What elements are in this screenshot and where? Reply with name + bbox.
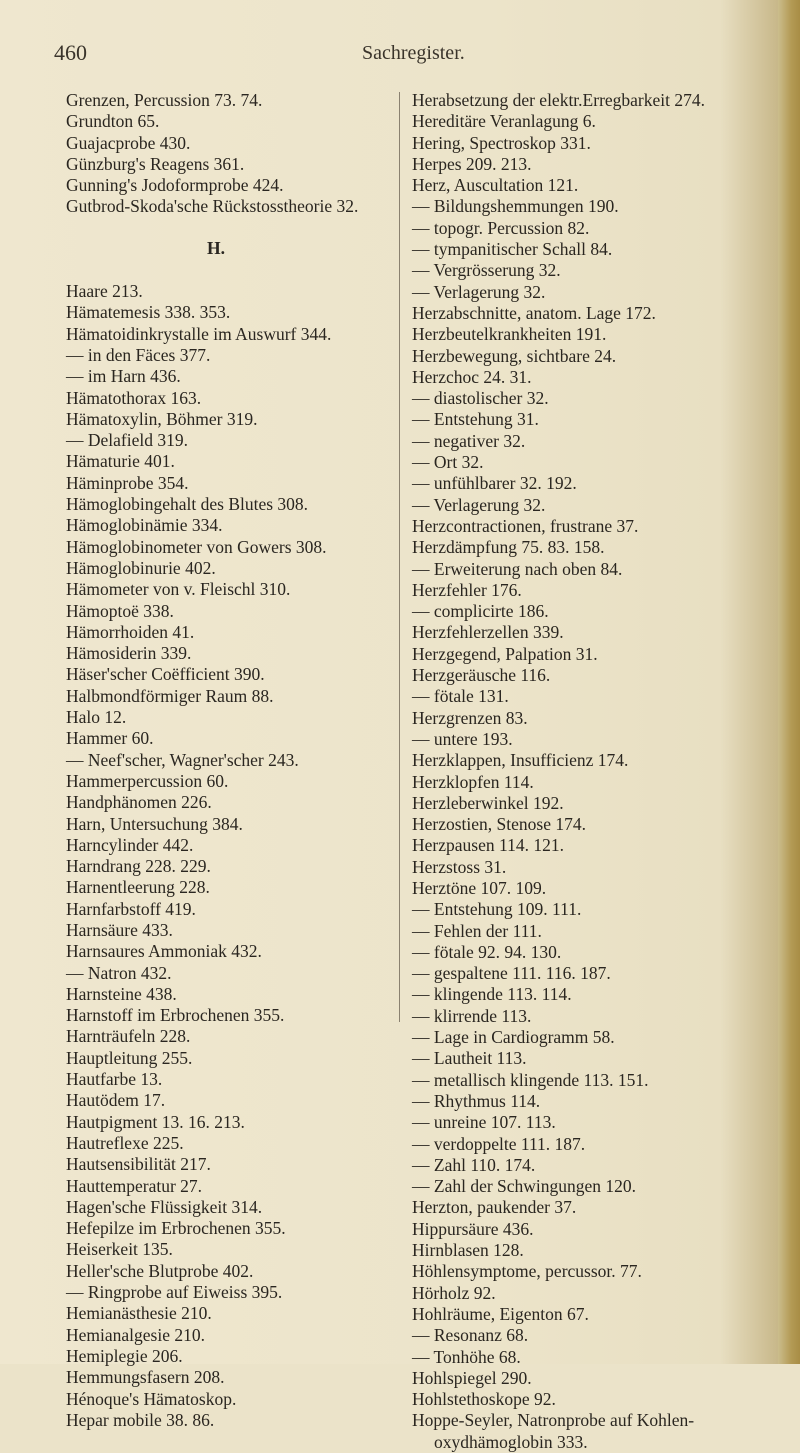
- index-entry: — Lautheit 113.: [412, 1048, 527, 1069]
- index-entry: Hämatoidinkrystalle im Auswurf 344.: [66, 323, 332, 344]
- index-entry: Harndrang 228. 229.: [66, 856, 211, 877]
- index-entry: Herzcontractionen, frustrane 37.: [412, 515, 639, 536]
- index-entry: Harnsaures Ammoniak 432.: [66, 941, 262, 962]
- index-entry: Grenzen, Percussion 73. 74.: [66, 90, 263, 110]
- index-entry: — tympanitischer Schall 84.: [412, 239, 613, 260]
- index-entry: Herzgrenzen 83.: [412, 707, 528, 728]
- index-entry: — unfühlbarer 32. 192.: [412, 473, 577, 494]
- page-header: [0, 40, 800, 70]
- index-entry: Hippursäure 436.: [412, 1218, 534, 1239]
- index-column-right: [412, 90, 782, 1453]
- index-entry: Hohlräume, Eigenton 67.: [412, 1303, 589, 1324]
- index-entry: Harnsteine 438.: [66, 983, 177, 1004]
- index-entry: Hörholz 92.: [412, 1282, 496, 1303]
- index-entry: — Bildungshemmungen 190.: [412, 196, 619, 217]
- index-entry: — im Harn 436.: [66, 366, 181, 387]
- index-entry: Hämoglobinämie 334.: [66, 515, 223, 536]
- index-entry: — klingende 113. 114.: [412, 984, 572, 1005]
- index-entry: Herzklopfen 114.: [412, 771, 534, 792]
- index-entry: Hammer 60.: [66, 728, 154, 749]
- index-entry: — fötale 131.: [412, 686, 509, 707]
- index-entry: — diastolischer 32.: [412, 388, 549, 409]
- index-entry: Hämatemesis 338. 353.: [66, 302, 231, 323]
- index-entry: — Neef'scher, Wagner'scher 243.: [66, 749, 299, 770]
- index-entry: Herpes 209. 213.: [412, 153, 532, 174]
- index-entry: Herzostien, Stenose 174.: [412, 814, 586, 835]
- index-entry: — klirrende 113.: [412, 1005, 532, 1026]
- index-entry: — Verlagerung 32.: [412, 281, 546, 302]
- index-entry: Hämoglobingehalt des Blutes 308.: [66, 494, 309, 515]
- index-entry: Heller'sche Blutprobe 402.: [66, 1260, 254, 1281]
- index-entry: — Delafield 319.: [66, 430, 188, 451]
- index-entry: Herzgegend, Palpation 31.: [412, 643, 598, 664]
- index-entry: Heiserkeit 135.: [66, 1239, 173, 1260]
- index-entry: Herzbeutelkrankheiten 191.: [412, 324, 607, 345]
- index-entry: Hämatothorax 163.: [66, 387, 202, 408]
- index-entry: Herzbewegung, sichtbare 24.: [412, 345, 617, 366]
- index-entry: — Fehlen der 111.: [412, 920, 542, 941]
- index-entry: Hereditäre Veranlagung 6.: [412, 111, 596, 132]
- index-entry: Herzgeräusche 116.: [412, 665, 551, 686]
- index-entry: Hämosiderin 339.: [66, 643, 192, 664]
- index-entry: — Zahl 110. 174.: [412, 1154, 536, 1175]
- index-entry: Harnsäure 433.: [66, 919, 173, 940]
- index-entry: Herzfehler 176.: [412, 579, 522, 600]
- index-entry: — fötale 92. 94. 130.: [412, 941, 562, 962]
- index-entry: Grundton 65.: [66, 111, 160, 132]
- index-entry: Haare 213.: [66, 281, 143, 302]
- index-entry: — Entstehung 109. 111.: [412, 899, 582, 920]
- index-entry: Hemianalgesie 210.: [66, 1324, 205, 1345]
- index-entry: Gunning's Jodoformprobe 424.: [66, 175, 284, 196]
- index-entry: Harnträufeln 228.: [66, 1026, 191, 1047]
- index-entry: — Vergrösserung 32.: [412, 260, 561, 281]
- index-entry: Gutbrod-Skoda'sche Rückstosstheorie 32.: [66, 196, 359, 217]
- column-divider: [399, 92, 400, 1022]
- index-entry: Häser'scher Coëfficient 390.: [66, 664, 265, 685]
- index-entry: Herzpausen 114. 121.: [412, 835, 564, 856]
- index-entry: Herzklappen, Insufficienz 174.: [412, 750, 629, 771]
- index-entry: Hämoglobinometer von Gowers 308.: [66, 536, 327, 557]
- index-entry: Herzstoss 31.: [412, 856, 507, 877]
- index-entry: Hammerpercussion 60.: [66, 770, 229, 791]
- index-entry: Harnstoff im Erbrochenen 355.: [66, 1005, 285, 1026]
- index-entry: — Ringprobe auf Eiweiss 395.: [66, 1282, 283, 1303]
- index-entry: — Tonhöhe 68.: [412, 1346, 521, 1367]
- index-entry: Hemianästhesie 210.: [66, 1303, 212, 1324]
- index-entry: Häminprobe 354.: [66, 472, 189, 493]
- index-entry: Herabsetzung der elektr.Erregbarkeit 274.: [412, 90, 705, 110]
- index-entry: Hämoglobinurie 402.: [66, 557, 216, 578]
- index-entry: — complicirte 186.: [412, 601, 549, 622]
- index-entry: Herzabschnitte, anatom. Lage 172.: [412, 302, 656, 323]
- index-entry: Halo 12.: [66, 707, 127, 728]
- index-entry: Hautreflexe 225.: [66, 1132, 184, 1153]
- index-entry: Hauttemperatur 27.: [66, 1175, 203, 1196]
- index-entry: Hämaturie 401.: [66, 451, 175, 472]
- index-entry: Herztöne 107. 109.: [412, 877, 547, 898]
- index-entry: — Natron 432.: [66, 962, 172, 983]
- index-entry: — untere 193.: [412, 728, 513, 749]
- running-head: Sachregister.: [362, 42, 465, 64]
- index-entry: Hautpigment 13. 16. 213.: [66, 1111, 245, 1132]
- index-entry: — topogr. Percussion 82.: [412, 217, 590, 238]
- index-entry: — Rhythmus 114.: [412, 1090, 541, 1111]
- page-number: 460: [54, 40, 87, 65]
- index-entry: Hemiplegie 206.: [66, 1345, 183, 1366]
- index-entry: Hämoptoë 338.: [66, 600, 174, 621]
- index-entry-continuation: oxydhämoglobin 333.: [434, 1431, 588, 1452]
- index-entry: Handphänomen 226.: [66, 792, 212, 813]
- index-entry: Hämometer von v. Fleischl 310.: [66, 579, 291, 600]
- index-entry: — Entstehung 31.: [412, 409, 539, 430]
- index-entry: Harnfarbstoff 419.: [66, 898, 196, 919]
- index-entry: Hirnblasen 128.: [412, 1240, 524, 1261]
- index-entry: Günzburg's Reagens 361.: [66, 153, 245, 174]
- index-entry: Hautfarbe 13.: [66, 1069, 163, 1090]
- index-entry: — Resonanz 68.: [412, 1325, 529, 1346]
- index-entry: — Lage in Cardiogramm 58.: [412, 1027, 615, 1048]
- index-entry: Hoppe-Seyler, Natronprobe auf Kohlen-: [412, 1410, 695, 1431]
- index-entry: Hämatoxylin, Böhmer 319.: [66, 408, 258, 429]
- index-entry: Hering, Spectroskop 331.: [412, 132, 591, 153]
- index-entry: — gespaltene 111. 116. 187.: [412, 963, 611, 984]
- index-column-left: [66, 90, 396, 1431]
- index-entry: — in den Fäces 377.: [66, 344, 211, 365]
- index-entry: Guajacprobe 430.: [66, 132, 191, 153]
- index-entry: Harn, Untersuchung 384.: [66, 813, 243, 834]
- index-entry: — negativer 32.: [412, 430, 526, 451]
- index-entry: Hautödem 17.: [66, 1090, 166, 1111]
- index-entry: Hemmungsfasern 208.: [66, 1367, 225, 1388]
- index-entry: Herzchoc 24. 31.: [412, 366, 532, 387]
- index-entry: Herz, Auscultation 121.: [412, 175, 579, 196]
- index-entry: — Erweiterung nach oben 84.: [412, 558, 623, 579]
- index-entry: Hauptleitung 255.: [66, 1047, 193, 1068]
- index-entry: Hefepilze im Erbrochenen 355.: [66, 1218, 286, 1239]
- index-entry: Herzfehlerzellen 339.: [412, 622, 564, 643]
- index-entry: — metallisch klingende 113. 151.: [412, 1069, 649, 1090]
- index-entry: Höhlensymptome, percussor. 77.: [412, 1261, 642, 1282]
- index-entry: Hepar mobile 38. 86.: [66, 1409, 215, 1430]
- index-entry: Harncylinder 442.: [66, 834, 194, 855]
- index-entry: — verdoppelte 111. 187.: [412, 1133, 586, 1154]
- index-entry: — Zahl der Schwingungen 120.: [412, 1176, 637, 1197]
- index-entry: Herzton, paukender 37.: [412, 1197, 577, 1218]
- section-heading: H.: [207, 237, 225, 258]
- index-entry: Harnentleerung 228.: [66, 877, 210, 898]
- index-entry: Hautsensibilität 217.: [66, 1154, 211, 1175]
- index-entry: Hämorrhoiden 41.: [66, 621, 195, 642]
- index-entry: Hohlstethoskope 92.: [412, 1389, 556, 1410]
- index-entry: Herzleberwinkel 192.: [412, 792, 564, 813]
- index-entry: Hohlspiegel 290.: [412, 1367, 532, 1388]
- index-entry: Halbmondförmiger Raum 88.: [66, 685, 274, 706]
- index-entry: — Ort 32.: [412, 452, 484, 473]
- index-entry: Hagen'sche Flüssigkeit 314.: [66, 1196, 263, 1217]
- index-entry: — Verlagerung 32.: [412, 494, 546, 515]
- index-entry: — unreine 107. 113.: [412, 1112, 556, 1133]
- index-entry: Herzdämpfung 75. 83. 158.: [412, 537, 605, 558]
- index-entry: Hénoque's Hämatoskop.: [66, 1388, 237, 1409]
